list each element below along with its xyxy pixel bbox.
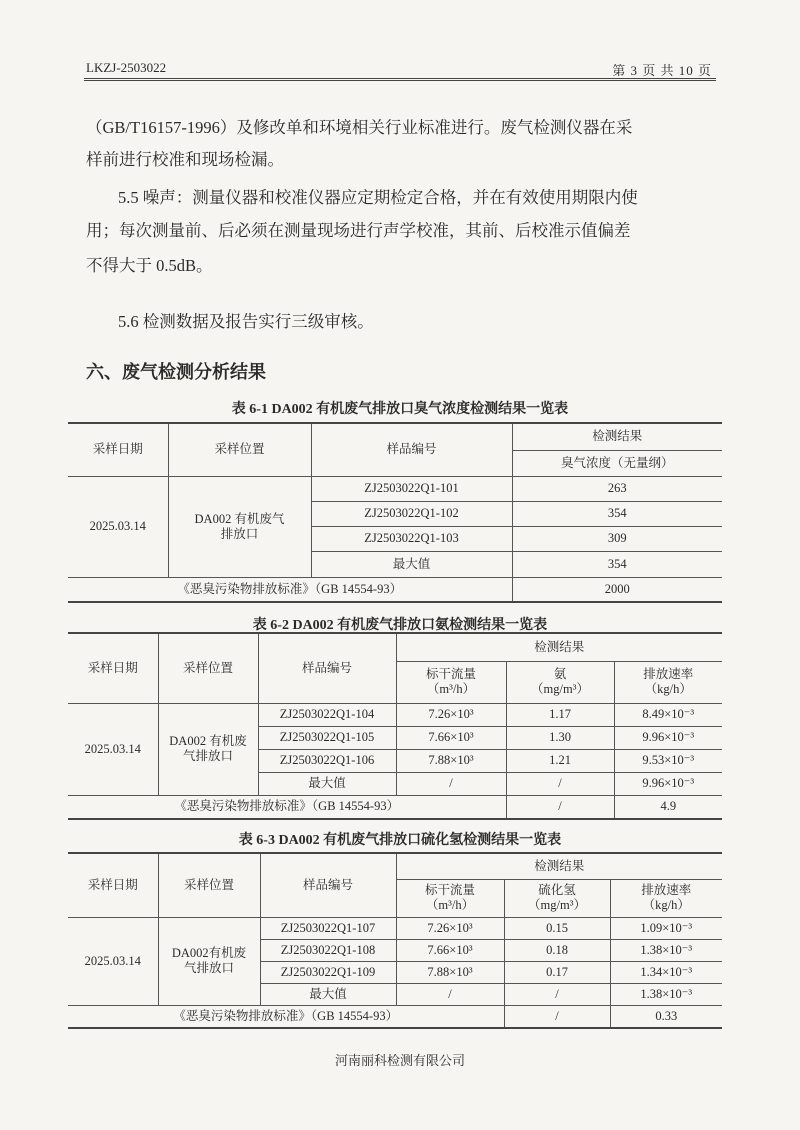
section-title: 六、废气检测分析结果 xyxy=(86,362,266,382)
rate-value: 1.38×10⁻³ xyxy=(610,983,722,1005)
sample-location xyxy=(158,917,260,1005)
unit: （kg/h） xyxy=(642,898,690,912)
unit: （kg/h） xyxy=(644,682,692,696)
sample-id: ZJ2503022Q1-101 xyxy=(311,476,512,501)
header-sample: 样品编号 xyxy=(311,423,512,476)
sample-id: ZJ2503022Q1-106 xyxy=(258,749,396,772)
header-divider xyxy=(84,78,716,81)
header-sample: 样品编号 xyxy=(258,633,396,703)
header-flow xyxy=(396,879,504,917)
sample-date: 2025.03.14 xyxy=(68,703,158,795)
ammonia-table xyxy=(68,632,722,820)
max-label: 最大值 xyxy=(311,551,512,577)
rate-value: 1.09×10⁻³ xyxy=(610,917,722,939)
flow-value: 7.66×10³ xyxy=(396,939,504,961)
paragraph-line: 5.5 噪声：测量仪器和校准仪器应定期检定合格，并在有效使用期限内使 xyxy=(118,188,638,207)
label: 标干流量 xyxy=(425,667,476,681)
concentration-value: 1.30 xyxy=(506,726,614,749)
header-result: 检测结果 xyxy=(396,633,722,661)
odor-value: 354 xyxy=(512,551,722,577)
header-date: 采样日期 xyxy=(68,853,158,917)
standard-label: 《恶臭污染物排放标准》（GB 14554-93） xyxy=(68,577,512,602)
sample-id: ZJ2503022Q1-107 xyxy=(260,917,396,939)
label: 排放速率 xyxy=(643,667,694,681)
location-text: DA002有机废气排放口 xyxy=(171,946,247,975)
header-date: 采样日期 xyxy=(68,633,158,703)
report-number: LKZJ-2503022 xyxy=(86,60,167,75)
header-rate xyxy=(614,661,722,703)
concentration-value: / xyxy=(506,772,614,795)
hydrogen-sulfide-table xyxy=(68,852,722,1029)
unit: （mg/m³） xyxy=(528,898,586,912)
rate-value: 1.38×10⁻³ xyxy=(610,939,722,961)
header-sample: 样品编号 xyxy=(260,853,396,917)
location-text: DA002 有机废气排放口 xyxy=(194,511,285,541)
paragraph-line: 5.6 检测数据及报告实行三级审核。 xyxy=(118,312,374,331)
table2-title: 表 6-2 DA002 有机废气排放口氨检测结果一览表 xyxy=(252,618,548,633)
sample-id: ZJ2503022Q1-105 xyxy=(258,726,396,749)
sample-location xyxy=(168,476,311,577)
concentration-value: 0.17 xyxy=(504,961,610,983)
flow-value: / xyxy=(396,983,504,1005)
flow-value: / xyxy=(396,772,506,795)
rate-value: 1.34×10⁻³ xyxy=(610,961,722,983)
header-result: 检测结果 xyxy=(396,853,722,879)
flow-value: 7.88×10³ xyxy=(396,961,504,983)
page-info: 第 3 页 共 10 页 xyxy=(612,63,712,78)
rate-value: 9.96×10⁻³ xyxy=(614,726,722,749)
sample-location xyxy=(158,703,258,795)
unit: （mg/m³） xyxy=(531,682,589,696)
table1-title: 表 6-1 DA002 有机废气排放口臭气浓度检测结果一览表 xyxy=(231,402,569,417)
paragraph-line: 样前进行校准和现场检漏。 xyxy=(86,150,284,169)
flow-value: 7.66×10³ xyxy=(396,726,506,749)
flow-value: 7.88×10³ xyxy=(396,749,506,772)
standard-rate: 4.9 xyxy=(614,795,722,819)
header-h2s xyxy=(504,879,610,917)
odor-value: 263 xyxy=(512,476,722,501)
odor-value: 354 xyxy=(512,501,722,526)
concentration-value: 1.17 xyxy=(506,703,614,726)
label: 标干流量 xyxy=(424,883,475,897)
header-date: 采样日期 xyxy=(68,423,168,476)
concentration-value: 0.18 xyxy=(504,939,610,961)
paragraph-line: 不得大于 0.5dB。 xyxy=(86,256,213,275)
rate-value: 8.49×10⁻³ xyxy=(614,703,722,726)
standard-rate: 0.33 xyxy=(610,1005,722,1028)
header-location: 采样位置 xyxy=(158,633,258,703)
header-rate xyxy=(610,879,722,917)
company-footer: 河南丽科检测有限公司 xyxy=(334,1053,465,1068)
concentration-value: 1.21 xyxy=(506,749,614,772)
flow-value: 7.26×10³ xyxy=(396,703,506,726)
standard-value: 2000 xyxy=(512,577,722,602)
unit: （m³/h） xyxy=(425,898,475,912)
standard-label: 《恶臭污染物排放标准》（GB 14554-93） xyxy=(68,795,506,819)
sample-id: ZJ2503022Q1-109 xyxy=(260,961,396,983)
unit: （m³/h） xyxy=(426,682,476,696)
standard-concentration: / xyxy=(506,795,614,819)
sample-id: ZJ2503022Q1-108 xyxy=(260,939,396,961)
odor-value: 309 xyxy=(512,526,722,551)
concentration-value: / xyxy=(504,983,610,1005)
header-location: 采样位置 xyxy=(168,423,311,476)
sample-id: ZJ2503022Q1-104 xyxy=(258,703,396,726)
header-flow xyxy=(396,661,506,703)
sample-date: 2025.03.14 xyxy=(68,476,168,577)
label: 排放速率 xyxy=(641,883,692,897)
sample-id: ZJ2503022Q1-102 xyxy=(311,501,512,526)
header-result: 检测结果 xyxy=(512,423,722,450)
rate-value: 9.96×10⁻³ xyxy=(614,772,722,795)
flow-value: 7.26×10³ xyxy=(396,917,504,939)
table3-title: 表 6-3 DA002 有机废气排放口硫化氢检测结果一览表 xyxy=(238,833,562,848)
max-label: 最大值 xyxy=(260,983,396,1005)
header-location: 采样位置 xyxy=(158,853,260,917)
header-odor: 臭气浓度（无量纲） xyxy=(512,450,722,476)
standard-label: 《恶臭污染物排放标准》（GB 14554-93） xyxy=(68,1005,504,1028)
sample-date: 2025.03.14 xyxy=(68,917,158,1005)
concentration-value: 0.15 xyxy=(504,917,610,939)
rate-value: 9.53×10⁻³ xyxy=(614,749,722,772)
location-text: DA002 有机废气排放口 xyxy=(169,734,247,763)
standard-concentration: / xyxy=(504,1005,610,1028)
label: 硫化氢 xyxy=(538,883,576,897)
sample-id: ZJ2503022Q1-103 xyxy=(311,526,512,551)
max-label: 最大值 xyxy=(258,772,396,795)
header-ammonia xyxy=(506,661,614,703)
paragraph-line: 用；每次测量前、后必须在测量现场进行声学校准，其前、后校准示值偏差 xyxy=(86,221,631,240)
odor-table xyxy=(68,422,722,603)
paragraph-line: （GB/T16157-1996）及修改单和环境相关行业标准进行。废气检测仪器在采 xyxy=(86,118,633,137)
label: 氨 xyxy=(553,667,567,681)
